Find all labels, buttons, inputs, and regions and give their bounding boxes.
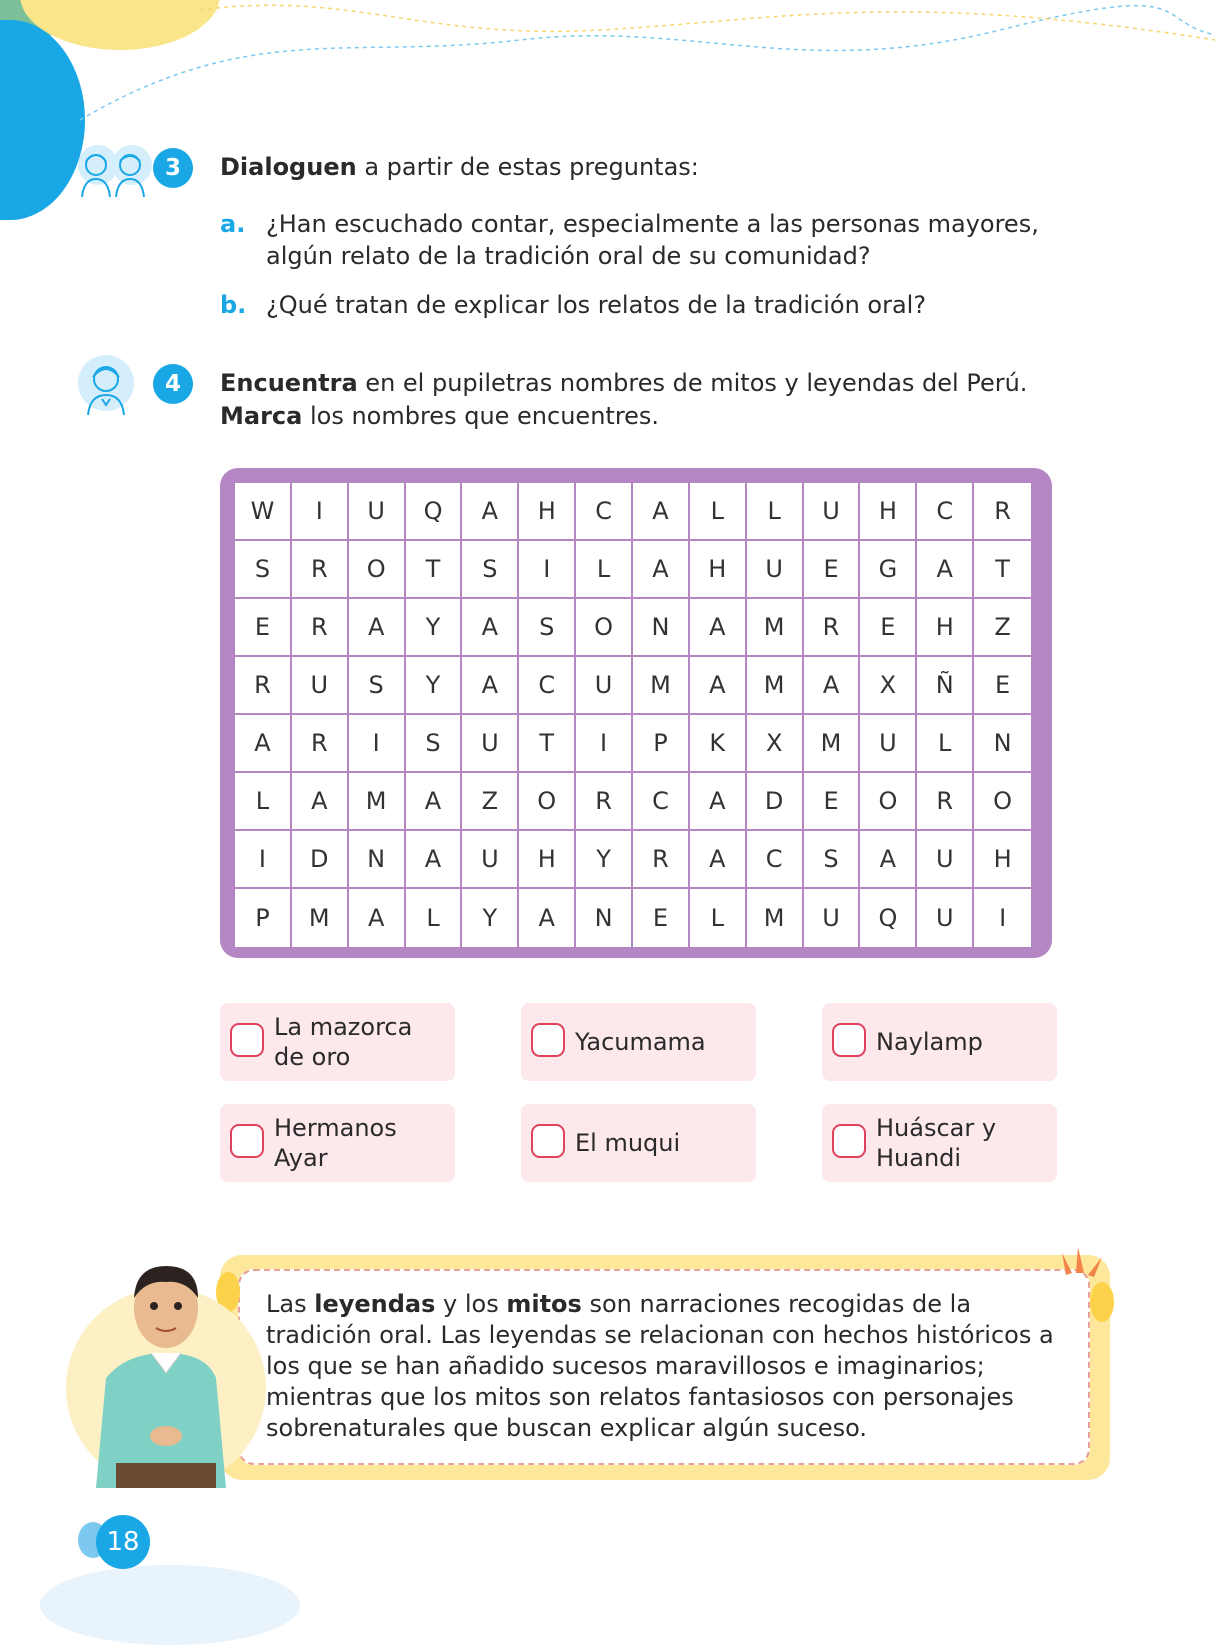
- grid-cell[interactable]: A: [292, 773, 349, 831]
- grid-cell[interactable]: A: [462, 599, 519, 657]
- grid-cell[interactable]: C: [747, 831, 804, 889]
- grid-cell[interactable]: O: [519, 773, 576, 831]
- grid-cell[interactable]: R: [292, 599, 349, 657]
- word-search-frame: [220, 468, 1052, 958]
- grid-cell[interactable]: A: [917, 541, 974, 599]
- grid-cell[interactable]: E: [974, 657, 1031, 715]
- grid-cell[interactable]: Q: [406, 483, 463, 541]
- activity-3-badge: 3: [153, 148, 193, 188]
- grid-cell[interactable]: X: [860, 657, 917, 715]
- grid-cell[interactable]: S: [235, 541, 292, 599]
- question-b: b. ¿Qué tratan de explicar los relatos de la tradición oral?: [220, 291, 927, 319]
- grid-cell[interactable]: A: [349, 889, 406, 947]
- option-la-mazorca-de-oro[interactable]: [220, 1003, 455, 1081]
- grid-cell[interactable]: N: [349, 831, 406, 889]
- checkbox[interactable]: [230, 1023, 264, 1057]
- word-search-grid[interactable]: [233, 481, 1033, 949]
- grid-cell[interactable]: H: [519, 483, 576, 541]
- grid-cell[interactable]: D: [292, 831, 349, 889]
- grid-cell[interactable]: C: [917, 483, 974, 541]
- grid-cell[interactable]: H: [917, 599, 974, 657]
- grid-cell[interactable]: Z: [462, 773, 519, 831]
- grid-cell[interactable]: D: [747, 773, 804, 831]
- grid-cell[interactable]: A: [462, 483, 519, 541]
- grid-cell[interactable]: I: [519, 541, 576, 599]
- option-label: Yacumama: [575, 1028, 706, 1056]
- grid-cell[interactable]: E: [860, 599, 917, 657]
- activity-4-instruction: Encuentra en el pupiletras nombres de mitos y leyendas del Perú. Marca los nombres que encuentres.: [220, 369, 1028, 430]
- grid-cell[interactable]: R: [292, 541, 349, 599]
- grid-cell[interactable]: I: [349, 715, 406, 773]
- page-number: 18: [96, 1515, 150, 1569]
- grid-cell[interactable]: Y: [462, 889, 519, 947]
- grid-cell[interactable]: I: [974, 889, 1031, 947]
- grid-cell[interactable]: O: [860, 773, 917, 831]
- decor-bottom-blob: [40, 1565, 300, 1645]
- grid-cell[interactable]: M: [804, 715, 861, 773]
- sparkle-icon: [1058, 1245, 1108, 1285]
- grid-cell[interactable]: T: [519, 715, 576, 773]
- question-a: a. ¿Han escuchado contar, especialmente a las personas mayores, algún relato de la tradición oral de su comunidad?: [220, 210, 1039, 270]
- decor-wavy-lines: [0, 0, 1215, 140]
- grid-cell[interactable]: A: [633, 483, 690, 541]
- grid-cell[interactable]: Y: [406, 599, 463, 657]
- student-icon: [76, 355, 136, 417]
- grid-cell[interactable]: E: [804, 773, 861, 831]
- grid-cell[interactable]: Q: [860, 889, 917, 947]
- grid-cell[interactable]: L: [747, 483, 804, 541]
- grid-cell[interactable]: Y: [576, 831, 633, 889]
- grid-cell[interactable]: H: [860, 483, 917, 541]
- grid-cell[interactable]: Ñ: [917, 657, 974, 715]
- grid-cell[interactable]: A: [235, 715, 292, 773]
- grid-cell[interactable]: O: [974, 773, 1031, 831]
- grid-cell[interactable]: R: [235, 657, 292, 715]
- grid-cell[interactable]: A: [690, 831, 747, 889]
- grid-cell[interactable]: R: [292, 715, 349, 773]
- grid-cell[interactable]: U: [349, 483, 406, 541]
- grid-cell[interactable]: P: [235, 889, 292, 947]
- grid-cell[interactable]: P: [633, 715, 690, 773]
- grid-cell[interactable]: L: [406, 889, 463, 947]
- grid-cell[interactable]: L: [690, 889, 747, 947]
- grid-cell[interactable]: R: [917, 773, 974, 831]
- grid-cell[interactable]: X: [747, 715, 804, 773]
- two-students-icon: [76, 143, 156, 199]
- grid-cell[interactable]: U: [462, 715, 519, 773]
- grid-cell[interactable]: A: [690, 657, 747, 715]
- option-label: Huáscar y Huandi: [876, 1114, 997, 1172]
- grid-cell[interactable]: U: [804, 889, 861, 947]
- option-label: La mazorca de oro: [274, 1013, 413, 1071]
- grid-cell[interactable]: M: [349, 773, 406, 831]
- grid-cell[interactable]: I: [576, 715, 633, 773]
- info-text: Las leyendas y los mitos son narraciones recogidas de la tradición oral. Las leyendas se relacionan con hechos históricos a los que se han añadido sucesos maravillosos e imaginarios; mientras que los mitos son relatos fantasiosos con personajes sobrenaturales que buscan explicar algún suceso.: [238, 1269, 1090, 1465]
- grid-cell[interactable]: A: [349, 599, 406, 657]
- grid-cell[interactable]: A: [860, 831, 917, 889]
- grid-cell[interactable]: U: [917, 831, 974, 889]
- grid-cell[interactable]: U: [292, 657, 349, 715]
- grid-cell[interactable]: E: [804, 541, 861, 599]
- grid-cell[interactable]: E: [633, 889, 690, 947]
- activity-3-instruction: Dialoguen a partir de estas preguntas:: [220, 153, 699, 181]
- grid-cell[interactable]: U: [576, 657, 633, 715]
- grid-cell[interactable]: Z: [974, 599, 1031, 657]
- option-label: Naylamp: [876, 1028, 983, 1056]
- decor-yellow-dot: [1090, 1282, 1114, 1322]
- grid-cell[interactable]: R: [804, 599, 861, 657]
- grid-cell[interactable]: M: [747, 657, 804, 715]
- checkbox[interactable]: [531, 1023, 565, 1057]
- checkbox[interactable]: [832, 1124, 866, 1158]
- grid-cell[interactable]: K: [690, 715, 747, 773]
- grid-cell[interactable]: L: [917, 715, 974, 773]
- grid-cell[interactable]: S: [519, 599, 576, 657]
- grid-cell[interactable]: N: [633, 599, 690, 657]
- grid-cell[interactable]: M: [747, 889, 804, 947]
- option-el-muqui[interactable]: [521, 1104, 756, 1182]
- grid-cell[interactable]: U: [860, 715, 917, 773]
- grid-cell[interactable]: L: [576, 541, 633, 599]
- grid-cell[interactable]: R: [633, 831, 690, 889]
- checkbox[interactable]: [832, 1023, 866, 1057]
- grid-cell[interactable]: M: [633, 657, 690, 715]
- grid-cell[interactable]: L: [235, 773, 292, 831]
- grid-cell[interactable]: A: [406, 773, 463, 831]
- grid-cell[interactable]: U: [462, 831, 519, 889]
- grid-cell[interactable]: S: [804, 831, 861, 889]
- grid-cell[interactable]: A: [633, 541, 690, 599]
- grid-cell[interactable]: N: [974, 715, 1031, 773]
- checkbox[interactable]: [230, 1124, 264, 1158]
- grid-cell[interactable]: S: [349, 657, 406, 715]
- grid-cell[interactable]: A: [519, 889, 576, 947]
- grid-cell[interactable]: S: [406, 715, 463, 773]
- activity-4-badge: 4: [153, 364, 193, 404]
- option-yacumama[interactable]: [521, 1003, 756, 1081]
- grid-cell[interactable]: R: [576, 773, 633, 831]
- grid-cell[interactable]: M: [292, 889, 349, 947]
- grid-cell[interactable]: C: [576, 483, 633, 541]
- grid-cell[interactable]: C: [519, 657, 576, 715]
- grid-cell[interactable]: Y: [406, 657, 463, 715]
- checkbox[interactable]: [531, 1124, 565, 1158]
- grid-cell[interactable]: R: [974, 483, 1031, 541]
- boy-illustration: [66, 1258, 266, 1488]
- grid-cell[interactable]: O: [576, 599, 633, 657]
- grid-cell[interactable]: I: [235, 831, 292, 889]
- grid-cell[interactable]: W: [235, 483, 292, 541]
- grid-cell[interactable]: A: [462, 657, 519, 715]
- option-huascar-y-huandi[interactable]: [822, 1104, 1057, 1182]
- grid-cell[interactable]: U: [917, 889, 974, 947]
- option-naylamp[interactable]: [822, 1003, 1057, 1081]
- grid-cell[interactable]: H: [519, 831, 576, 889]
- grid-cell[interactable]: A: [804, 657, 861, 715]
- grid-cell[interactable]: T: [406, 541, 463, 599]
- grid-cell[interactable]: H: [974, 831, 1031, 889]
- grid-cell[interactable]: H: [690, 541, 747, 599]
- grid-cell[interactable]: T: [974, 541, 1031, 599]
- option-label: Hermanos Ayar: [274, 1114, 397, 1172]
- grid-cell[interactable]: G: [860, 541, 917, 599]
- grid-cell[interactable]: A: [406, 831, 463, 889]
- grid-cell[interactable]: M: [747, 599, 804, 657]
- option-label: El muqui: [575, 1129, 681, 1157]
- grid-cell[interactable]: U: [804, 483, 861, 541]
- info-box: [220, 1255, 1110, 1480]
- grid-cell[interactable]: A: [690, 599, 747, 657]
- grid-cell[interactable]: S: [462, 541, 519, 599]
- grid-cell[interactable]: A: [690, 773, 747, 831]
- grid-cell[interactable]: L: [690, 483, 747, 541]
- grid-cell[interactable]: I: [292, 483, 349, 541]
- grid-cell[interactable]: N: [576, 889, 633, 947]
- grid-cell[interactable]: O: [349, 541, 406, 599]
- option-hermanos-ayar[interactable]: [220, 1104, 455, 1182]
- grid-cell[interactable]: U: [747, 541, 804, 599]
- grid-cell[interactable]: C: [633, 773, 690, 831]
- grid-cell[interactable]: E: [235, 599, 292, 657]
